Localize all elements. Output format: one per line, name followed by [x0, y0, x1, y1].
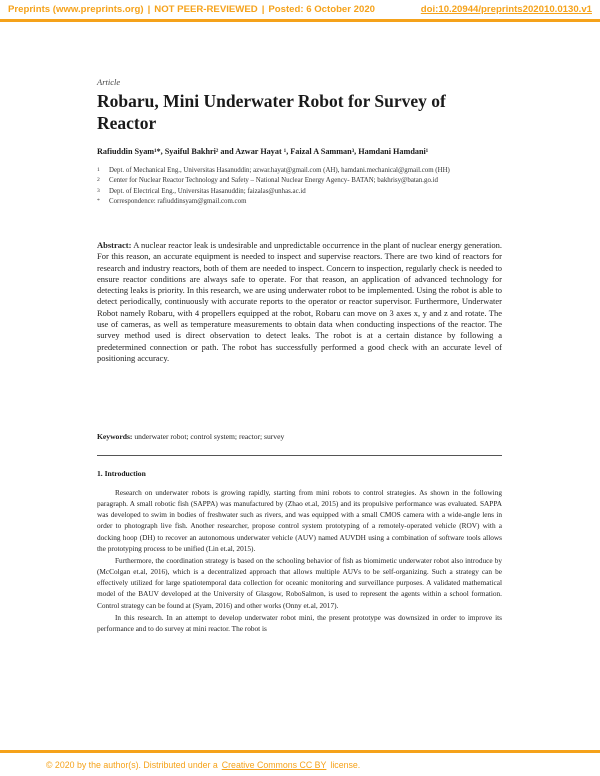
abstract-text: A nuclear reactor leak is undesirable and unpredictable occurrence in the plant of nuclear energy generation. For this reason, an accurate equipment is needed to inspect and supervise reactors. There are two kind of reactors for research and industry reactors, both of them are needed to inspect. Concern to inspection, regularly check is needed to ensure reactor conditions are always safe to operate. For that reason, an application of advanced technology for detecting leaks is priority. In this research, we are using underwater robot to be implemented. Using the robot is able to detect periodically, continuously with accurate reports to the operator or reactor supervisor. Furthermore, Underwater Robot namely Robaru, with 4 propellers equipped at the robot, Robaru can move on 3 axes x, y and z and rotate. The use of cameras, as well as temperature measurements to obtain data when conducting inspections of the reactor. The survey method used is direct observation to detect leaks. The robot is at a certain distance by following a predetermined connection or path. The robot has successfully performed a good check with an accurate level of positioning accuracy. [97, 240, 502, 363]
body-text [97, 487, 502, 635]
affiliation-text: Dept. of Mechanical Eng., Universitas Hasanuddin; azwar.hayat@gmail.com (AH), hamdani.mechanical@gmail.com (HH) [109, 167, 450, 174]
license-footer [0, 750, 600, 776]
keywords-label: Keywords: [97, 432, 133, 441]
site-link[interactable]: Preprints (www.preprints.org) [8, 4, 144, 15]
affiliation-text: Dept. of Electrical Eng., Universitas Hasanuddin; faizalas@unhas.ac.id [109, 187, 306, 195]
affiliation-marker: 1 [97, 167, 100, 173]
affiliation-item [97, 197, 502, 207]
doi-link[interactable]: doi:10.20944/preprints202010.0130.v1 [420, 4, 592, 15]
license-suffix: license. [330, 759, 361, 770]
affiliation-marker: 3 [97, 187, 100, 194]
article-type: Article [97, 77, 121, 87]
abstract [97, 240, 502, 364]
author-list: Rafiuddin Syam¹*, Syaiful Bakhri² and Azwar Hayat ¹, Faizal A Samman³, Hamdani Hamdani¹ [97, 147, 429, 156]
paragraph: Research on underwater robots is growing rapidly, starting from mini robots to control strategies. As shown in the following paragraph. A small robotic fish (SAPPA) was manufactured by (Zhao et.al, 2015) and its propulsive performance was evaluated. SAPPA was developed to swim in bodies of freshwater such as rivers, and was equipped with a small CMOS camera with a wide-angle lens in order to photograph live fish. Another researcher, propose control system prototyping of a remotely-operated vehicle (ROV) with a docking hoop (DH) to recover an autonomous underwater vehicle (AUV) named AUVDH using a combination of software tools allows the prototyping process to be unified (Lin et.al, 2015). [97, 488, 502, 553]
affiliations [97, 166, 502, 208]
separator: | [261, 4, 265, 15]
affiliation-item [97, 176, 502, 186]
posted-date: Posted: 6 October 2020 [268, 4, 376, 15]
paragraph: Furthermore, the coordination strategy is based on the schooling behavior of fish as biomimetic underwater robot also introduce by (McColgan et.al, 2016), which is a decentralized approach that allows multiple AUVs to be self-organizing. Such a strategy can be effectively utilized for large spatiotemporal data collection for oceanic monitoring and surveillance purposes. A validated mathematical model of the BAUV developed at the University of Glasgow, RoboSalmon, is used to represent the agents within a school formation. Control strategy can be found at (Syam, 2016) and other works (Onny et.al, 2017). [97, 555, 502, 610]
paragraph: In this research. In an attempt to develop underwater robot mini, the present prototype was downsized in order to improve its performance and to do survey at mini reactor. The robot is [97, 612, 502, 633]
affiliation-marker: * [97, 198, 100, 205]
correspondence-email: Correspondence: rafiuddinsyam@gmail.com.com [109, 198, 247, 206]
section-heading: 1. Introduction [97, 469, 146, 478]
divider [97, 455, 502, 456]
keywords-text: underwater robot; control system; reactor; survey [134, 432, 285, 441]
separator: | [147, 4, 151, 15]
affiliation-item [97, 187, 502, 197]
abstract-label: Abstract: [97, 240, 132, 250]
license-link[interactable]: Creative Commons CC BY [221, 759, 327, 770]
preprint-header-bar [0, 0, 600, 22]
affiliation-text: Center for Nuclear Reactor Technology and Safety – National Nuclear Energy Agency- BATAN; bakhrisy@batan.go.id [109, 177, 439, 185]
keywords [97, 432, 502, 441]
review-status: NOT PEER-REVIEWED [154, 4, 258, 15]
affiliation-item [97, 166, 502, 176]
paper-title: Robaru, Mini Underwater Robot for Survey of Reactor [97, 91, 446, 133]
affiliation-marker: 2 [97, 177, 100, 184]
copyright-text: © 2020 by the author(s). Distributed under a [46, 759, 218, 770]
